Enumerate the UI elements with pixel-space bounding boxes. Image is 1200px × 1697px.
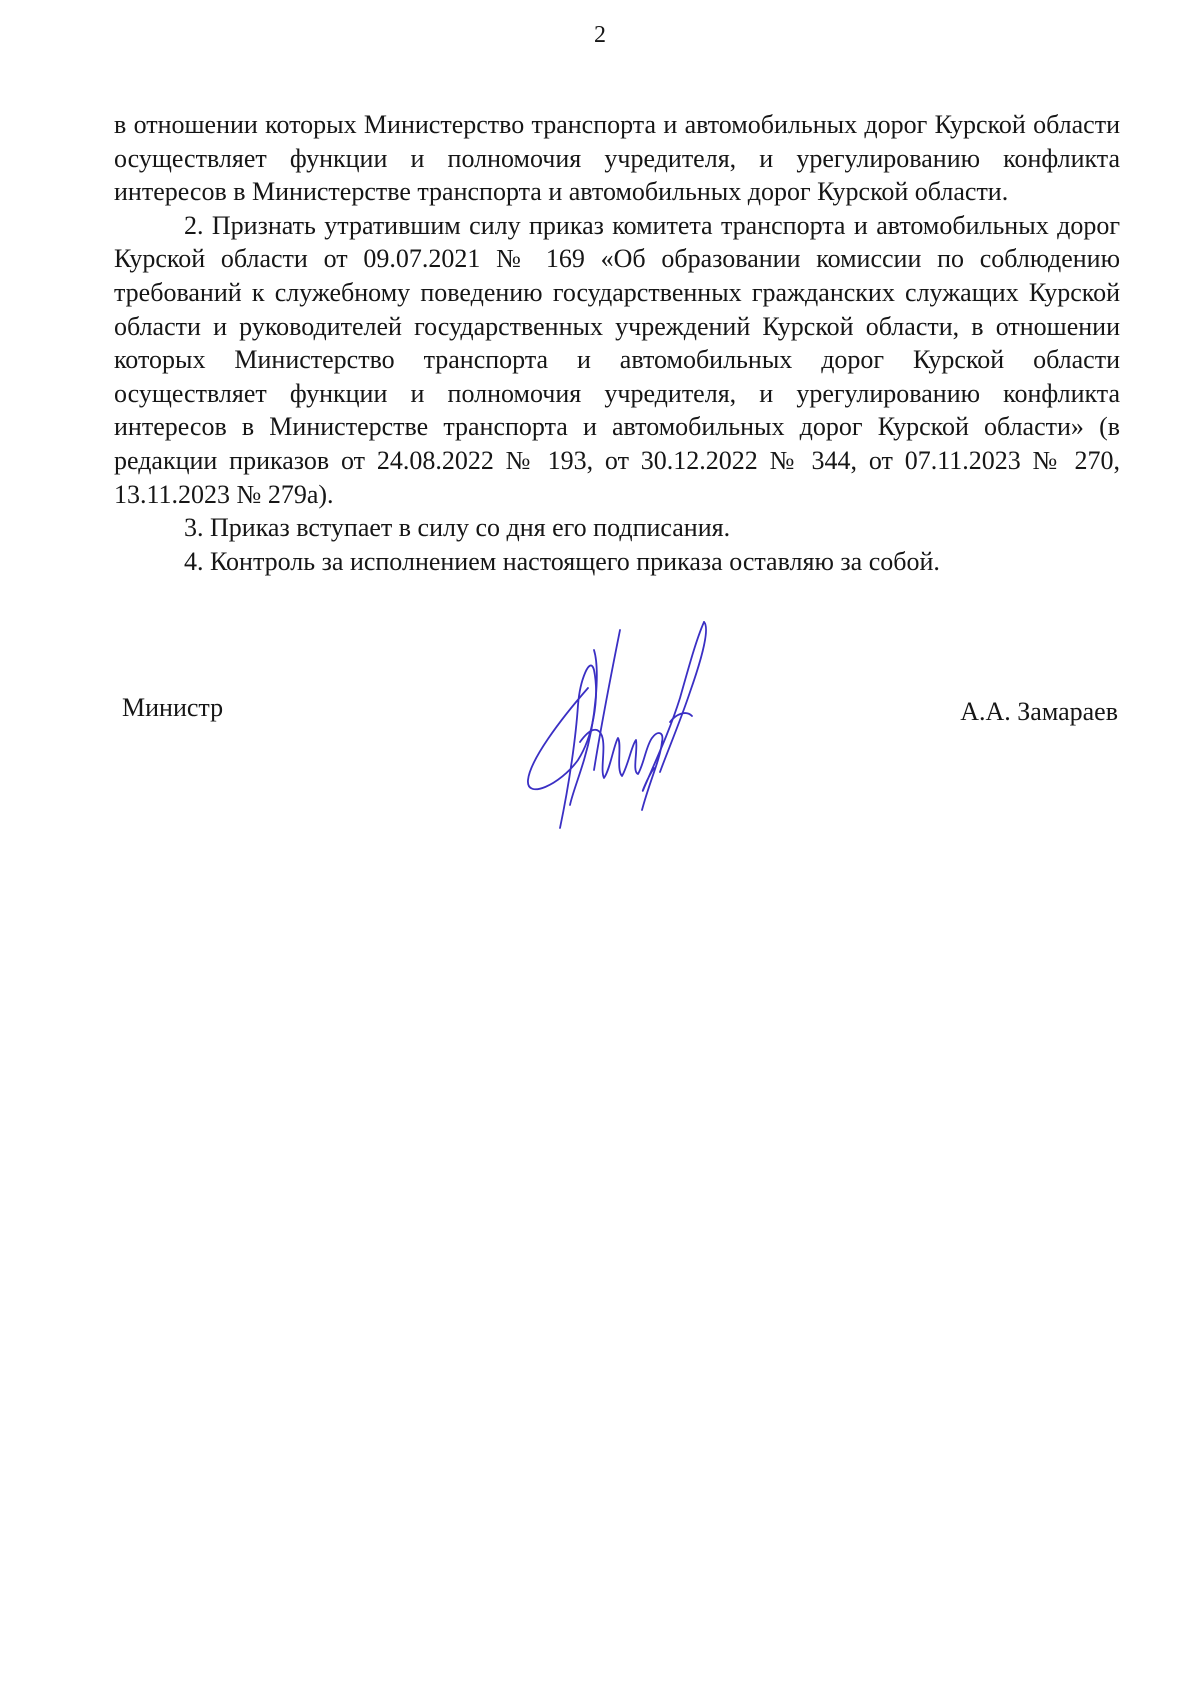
- signatory-title: Министр: [122, 693, 224, 722]
- signature-block: [0, 600, 1200, 840]
- paragraph-item-4: 4. Контроль за исполнением настоящего приказа оставляю за собой.: [184, 546, 940, 576]
- document-body: [114, 108, 1120, 578]
- paragraph-item-2: 2. Признать утратившим силу приказ комитета транспорта и автомобильных дорог Курской области от 09.07.2021 № 169 «Об образовании комиссии по соблюдению требований к служебному поведению государственных гражданских служащих Курской области и руководителей государственных учреждений Курской области, в отношении которых Министерство транспорта и автомобильных дорог Курской области осуществляет функции и полномочия учредителя, и урегулированию конфликта интересов в Министерстве транспорта и автомобильных дорог Курской области» (в редакции приказов от 24.08.2022 № 193, от 30.12.2022 № 344, от 07.11.2023 № 270, 13.11.2023 № 279а).: [114, 210, 1120, 509]
- page-number: 2: [594, 22, 606, 48]
- paragraph-continuation: в отношении которых Министерство транспорта и автомобильных дорог Курской области осуществляет функции и полномочия учредителя, и урегулированию конфликта интересов в Министерстве транспорта и автомобильных дорог Курской области.: [114, 110, 1120, 207]
- paragraph-item-3: 3. Приказ вступает в силу со дня его подписания.: [184, 513, 731, 543]
- signatory-name: А.А. Замараев: [960, 697, 1118, 726]
- handwritten-signature: [520, 610, 730, 840]
